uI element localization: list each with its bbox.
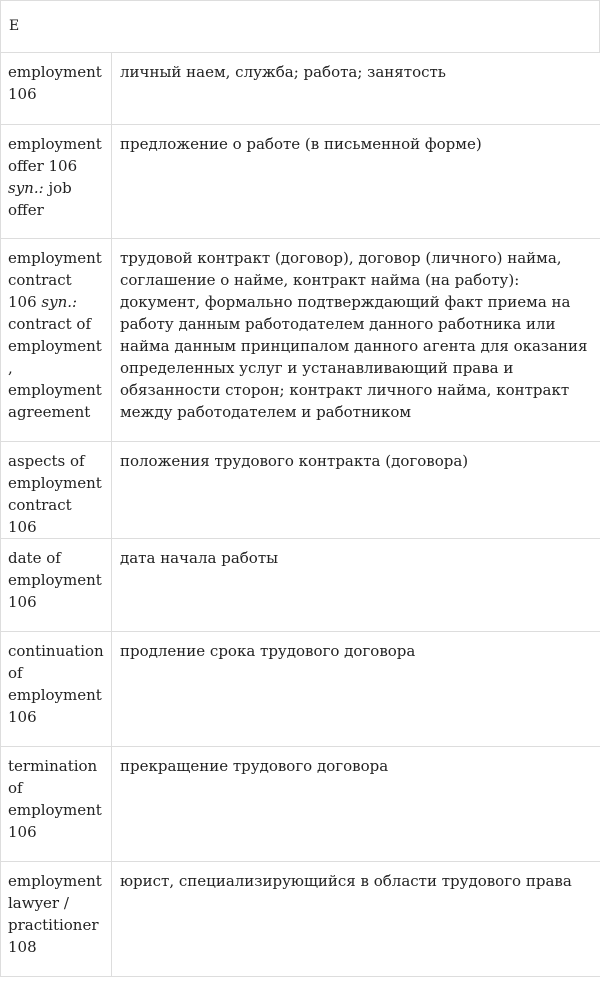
term-cell — [1, 442, 112, 539]
definition-cell: положения трудового контракта (договора) — [112, 442, 600, 539]
glossary-row — [1, 747, 600, 862]
glossary-row — [1, 862, 600, 977]
definition-cell: прекращение трудового договора — [112, 747, 600, 862]
glossary-row — [1, 632, 600, 747]
glossary-row — [1, 53, 600, 125]
term-text: employment 106 — [8, 63, 102, 103]
definition-cell: трудовой контракт (договор), договор (личного) найма, соглашение о найме, контракт найма (на работу): документ, формально подтверждающий факт приема на работу данным работодателем данного работника или найма данным принципалом данного агента для оказания определенных услуг и устанавливающий права и обязанности сторон; контракт личного найма, контракт между работодателем и работником — [112, 239, 600, 442]
synonym-label: syn.: — [8, 179, 44, 197]
term-text: continuation of employment 106 — [8, 642, 104, 726]
definition-cell: предложение о работе (в письменной форме) — [112, 125, 600, 239]
term-cell — [1, 239, 112, 442]
term-cell — [1, 125, 112, 239]
term-cell — [1, 53, 112, 125]
term-cell — [1, 539, 112, 632]
term-text: aspects of employment contract 106 — [8, 452, 102, 536]
synonym-text: job offer — [8, 179, 72, 219]
definition-cell: дата начала работы — [112, 539, 600, 632]
term-text: employment offer 106 — [8, 135, 102, 175]
term-cell — [1, 747, 112, 862]
glossary-row — [1, 539, 600, 632]
definition-cell: продление срока трудового договора — [112, 632, 600, 747]
term-text: employment contract 106 — [8, 249, 102, 311]
definition-cell: личный наем, служба; работа; занятость — [112, 53, 600, 125]
glossary-row — [1, 239, 600, 442]
term-text: termination of employment 106 — [8, 757, 102, 841]
glossary-table — [0, 52, 600, 977]
term-cell — [1, 632, 112, 747]
synonym-label: syn.: — [41, 293, 78, 311]
term-text: employment lawyer / practitioner 108 — [8, 872, 102, 956]
glossary-row — [1, 125, 600, 239]
definition-cell: юрист, специализирующийся в области трудового права — [112, 862, 600, 977]
synonym-text: contract of employment, employment agreement — [8, 315, 102, 421]
term-text: date of employment 106 — [8, 549, 102, 611]
section-letter: E — [0, 0, 600, 52]
term-cell — [1, 862, 112, 977]
glossary-row — [1, 442, 600, 539]
